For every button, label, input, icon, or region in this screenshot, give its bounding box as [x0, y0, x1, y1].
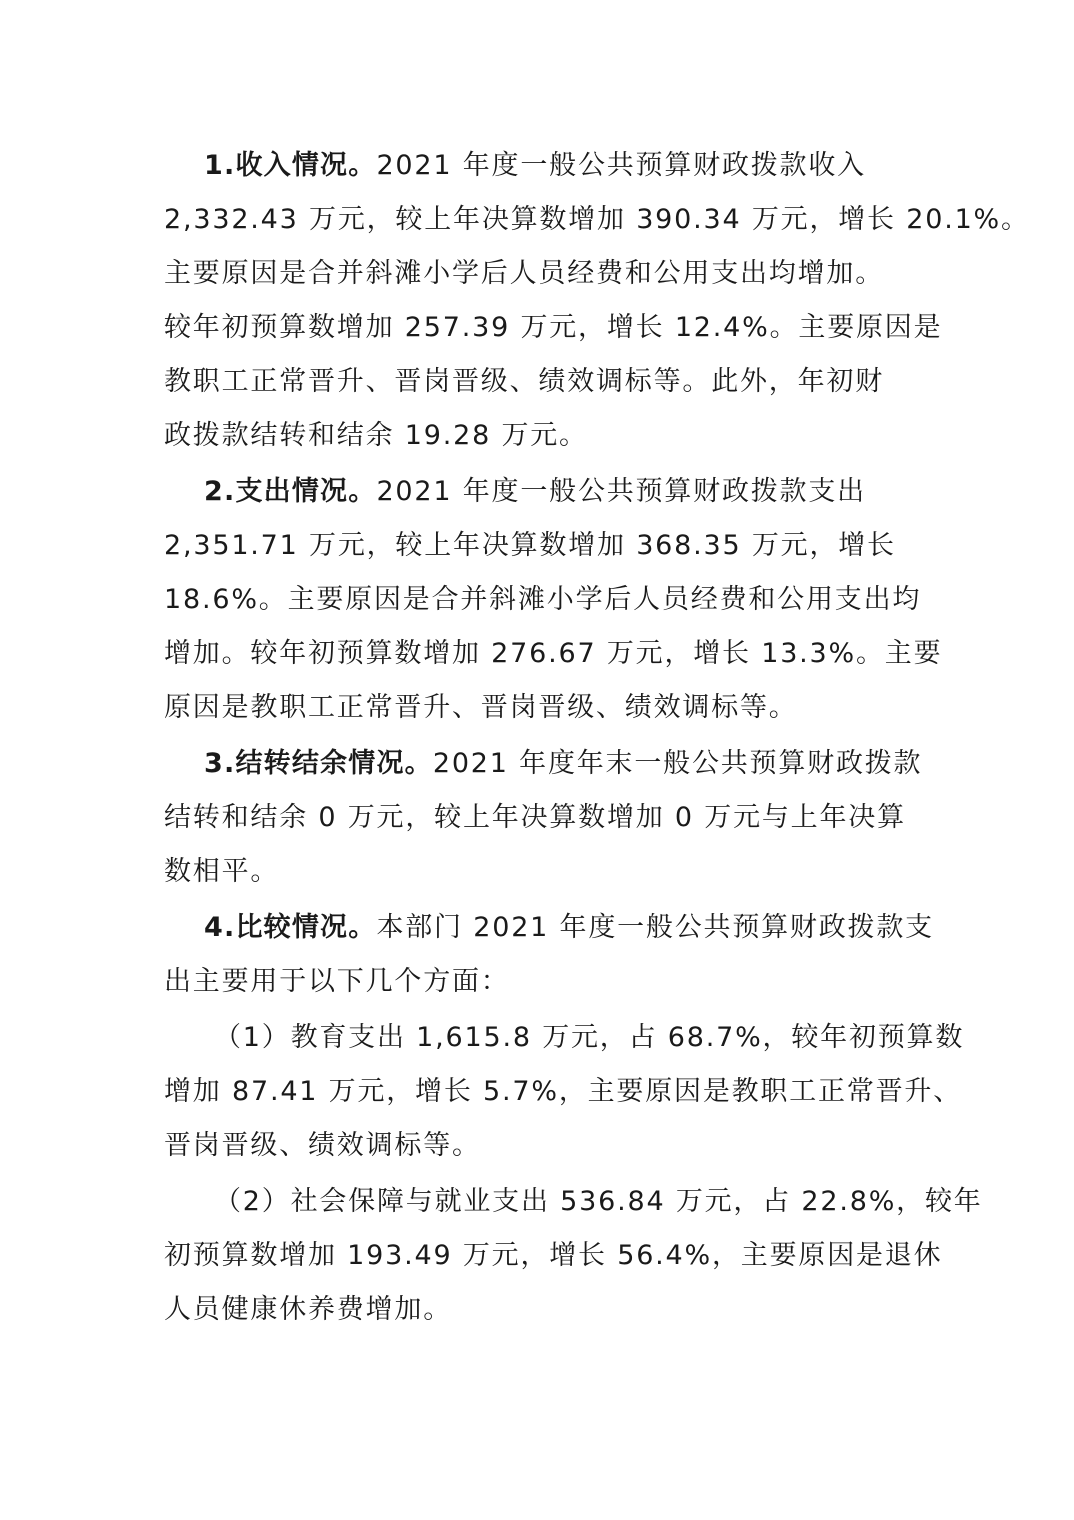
- item-social-security: [164, 1175, 983, 1337]
- paragraph-line: 较年初预算数增加 257.39 万元，增长 12.4%。主要原因是: [164, 312, 943, 343]
- section-heading: 2.支出情况。: [204, 476, 377, 507]
- paragraph-line: 结转和结余 0 万元，较上年决算数增加 0 万元与上年决算: [164, 802, 906, 833]
- paragraph-line: 人员健康休养费增加。: [164, 1294, 452, 1325]
- paragraph-line: 主要原因是合并斜滩小学后人员经费和公用支出均增加。: [164, 258, 884, 289]
- paragraph-line: 初预算数增加 193.49 万元，增长 56.4%，主要原因是退休: [164, 1240, 943, 1271]
- paragraph-line: 增加。较年初预算数增加 276.67 万元，增长 13.3%。主要: [164, 638, 943, 669]
- section-first-line: [164, 901, 944, 955]
- section-carryover: [164, 737, 944, 899]
- section-expenditure: [164, 465, 944, 735]
- item-first-line: （1）教育支出 1,615.8 万元，占 68.7%，较年初预算数: [214, 1022, 965, 1053]
- paragraph-text: 2021 年度一般公共预算财政拨款支出: [376, 476, 866, 507]
- paragraph-line: 出主要用于以下几个方面：: [164, 966, 510, 997]
- paragraph-line: 晋岗晋级、绩效调标等。: [164, 1130, 481, 1161]
- section-first-line: [164, 737, 944, 791]
- paragraph-line: 原因是教职工正常晋升、晋岗晋级、绩效调标等。: [164, 692, 798, 723]
- paragraph-text: 本部门 2021 年度一般公共预算财政拨款支: [376, 912, 934, 943]
- section-heading: 4.比较情况。: [204, 912, 377, 943]
- item-education: [164, 1011, 965, 1173]
- paragraph-text: 2021 年度年末一般公共预算财政拨款: [432, 748, 923, 779]
- paragraph-line: 2,351.71 万元，较上年决算数增加 368.35 万元，增长: [164, 530, 896, 561]
- paragraph-line: 2,332.43 万元，较上年决算数增加 390.34 万元，增长 20.1%。: [164, 204, 1030, 235]
- section-income: [164, 139, 1030, 463]
- paragraph-line: 政拨款结转和结余 19.28 万元。: [164, 420, 588, 451]
- paragraph-line: 增加 87.41 万元，增长 5.7%，主要原因是教职工正常晋升、: [164, 1076, 963, 1107]
- document-body: [164, 139, 1030, 1339]
- section-first-line: [164, 465, 944, 519]
- item-first-line: （2）社会保障与就业支出 536.84 万元，占 22.8%，较年: [214, 1186, 983, 1217]
- paragraph-text: 2021 年度一般公共预算财政拨款收入: [376, 150, 866, 181]
- section-heading: 3.结转结余情况。: [204, 748, 433, 779]
- paragraph-line: 教职工正常晋升、晋岗晋级、绩效调标等。此外，年初财: [164, 366, 884, 397]
- section-comparison: [164, 901, 944, 1009]
- paragraph-line: 18.6%。主要原因是合并斜滩小学后人员经费和公用支出均: [164, 584, 922, 615]
- paragraph-line: 数相平。: [164, 856, 280, 887]
- section-heading: 1.收入情况。: [204, 150, 377, 181]
- section-first-line: [164, 139, 944, 193]
